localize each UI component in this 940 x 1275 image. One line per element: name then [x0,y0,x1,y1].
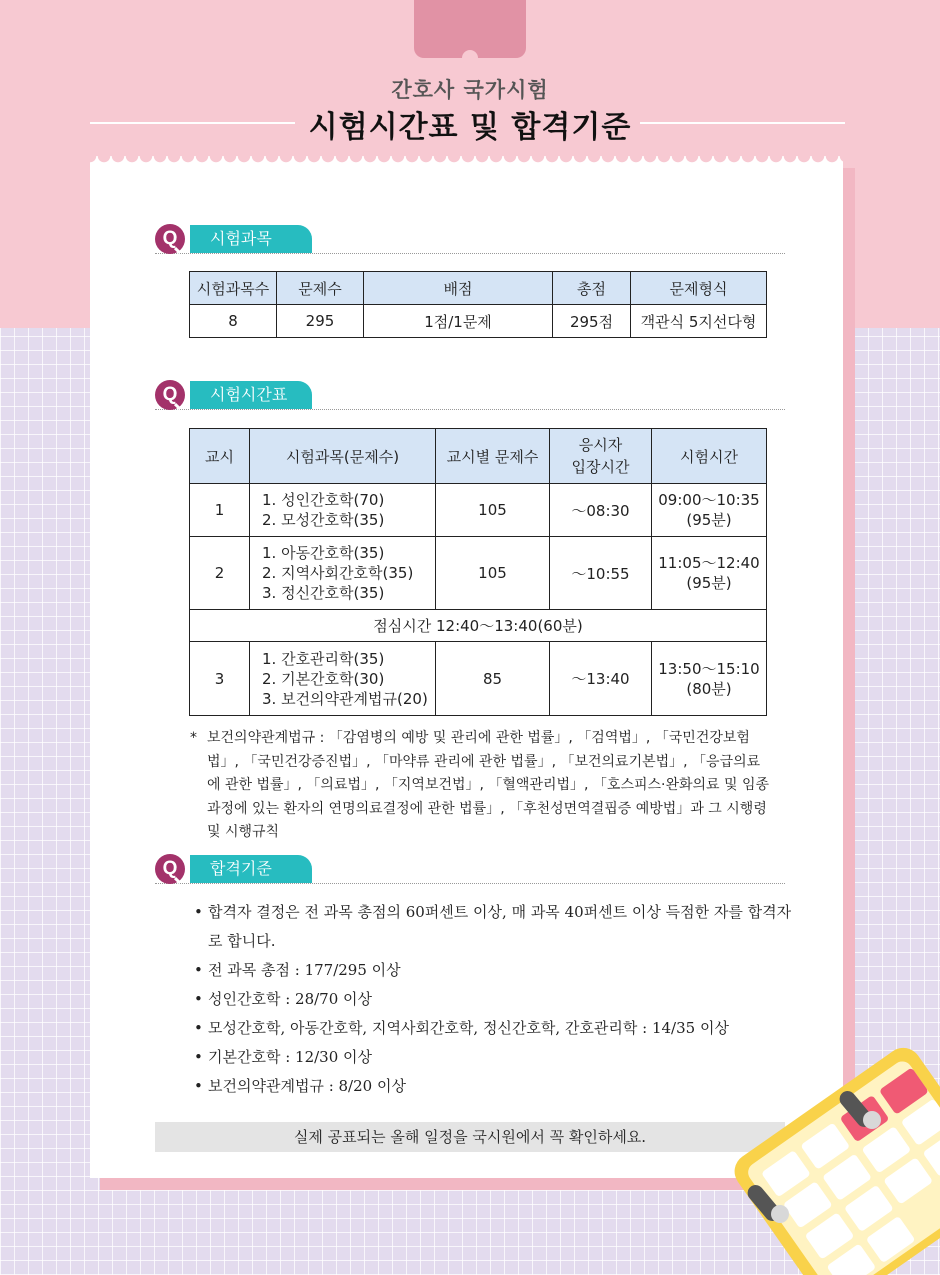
cell-subject-count: 8 [190,305,277,338]
cell-count: 105 [436,484,550,537]
footnote-text: 보건의약관계법규 : 「감염병의 예방 및 관리에 관한 법률」, 「검역법」, 「국민건강보험법」, 「국민건강증진법」, 「마약류 관리에 관한 법률」, 「보건의료기본법」, 「응급의료에 관한 법률」, 「의료법」, 「지역보건법」, 「혈액관리법」, 「호스피스·완화의료 및 임종과정에 있는 환자의 연명의료결정에 관한 법률」, 「후천성면역결핍증 예방법」과 그 시행령 및 시행규칙 [207,730,770,840]
list-item: • 전 과목 총점 : 177/295 이상 [194,956,794,985]
subject-line: 2. 기본간호학(30) [262,669,385,688]
cell-period: 2 [190,537,250,610]
cell-question-count: 295 [277,305,364,338]
time-duration: (95분) [686,574,732,592]
subject-line: 2. 모성간호학(35) [262,511,385,529]
subject-line: 1. 성인간호학(70) [262,491,385,509]
q-icon: Q [155,854,185,884]
cell-count: 105 [436,537,550,610]
cell-subjects [250,484,436,537]
section-label-criteria: 합격기준 [190,855,312,883]
time-range: 13:50～15:10 [658,659,760,678]
time-duration: (95분) [686,511,732,529]
cell-subjects [250,642,436,716]
subject-line: 3. 보건의약관계법규(20) [262,689,428,708]
page-title: 시험시간표 및 합격기준 [308,110,632,145]
lunch-row [190,610,767,642]
cell-format: 객관식 5지선다형 [631,305,767,338]
subject-line: 2. 지역사회간호학(35) [262,564,414,582]
list-item: • 모성간호학, 아동간호학, 지역사회간호학, 정신간호학, 간호관리학 : 14/35 이상 [194,1014,794,1043]
header-period: 교시 [190,429,250,484]
list-item: • 보건의약관계법규 : 8/20 이상 [194,1072,794,1101]
header-entry-time: 응시자 입장시간 [550,429,652,484]
subject-line: 1. 간호관리학(35) [262,649,385,668]
header-subject-count: 시험과목수 [190,272,277,305]
list-item: • 성인간호학 : 28/70 이상 [194,985,794,1014]
header-question-count: 문제수 [277,272,364,305]
header-total: 총점 [553,272,631,305]
notice-bar: 실제 공표되는 올해 일정을 국시원에서 꼭 확인하세요. [155,1122,785,1152]
top-tab-decoration [414,0,526,58]
cell-subjects [250,537,436,610]
table-row [190,642,767,716]
subject-line: 3. 정신간호학(35) [262,584,385,602]
cell-total: 295점 [553,305,631,338]
list-item: • 기본간호학 : 12/30 이상 [194,1043,794,1072]
cell-points: 1점/1문제 [364,305,553,338]
list-item: • 합격자 결정은 전 과목 총점의 60퍼센트 이상, 매 과목 40퍼센트 이상 득점한 자를 합격자로 합니다. [194,898,794,956]
header-points: 배점 [364,272,553,305]
section-header-criteria [155,854,785,884]
cell-time [652,537,767,610]
q-icon: Q [155,380,185,410]
section-label-subjects: 시험과목 [190,225,312,253]
subjects-header-row [190,272,767,305]
cell-time [652,642,767,716]
header-exam-time: 시험시간 [652,429,767,484]
cell-period: 3 [190,642,250,716]
cell-entry: ～10:55 [550,537,652,610]
table-row [190,305,767,338]
header-format: 문제형식 [631,272,767,305]
time-duration: (80분) [686,679,732,698]
lunch-cell: 점심시간 12:40～13:40(60분) [190,610,767,642]
table-row [190,537,767,610]
time-range: 11:05～12:40 [658,554,760,572]
section-header-schedule [155,380,785,410]
criteria-list [194,898,794,1101]
footnote-mark: * [190,730,197,746]
q-icon: Q [155,224,185,254]
header-subjects: 시험과목(문제수) [250,429,436,484]
section-label-schedule: 시험시간표 [190,381,312,409]
section-header-subjects [155,224,785,254]
cell-time [652,484,767,537]
schedule-table [189,428,767,716]
subjects-table [189,271,767,338]
subject-line: 1. 아동간호학(35) [262,544,385,562]
page-subtitle: 간호사 국가시험 [391,78,549,102]
cell-period: 1 [190,484,250,537]
cell-entry: ～08:30 [550,484,652,537]
cell-entry: ～13:40 [550,642,652,716]
table-row [190,484,767,537]
header-period-count: 교시별 문제수 [436,429,550,484]
cell-count: 85 [436,642,550,716]
time-range: 09:00～10:35 [658,491,760,509]
schedule-header-row [190,429,767,484]
footnote [190,727,770,845]
